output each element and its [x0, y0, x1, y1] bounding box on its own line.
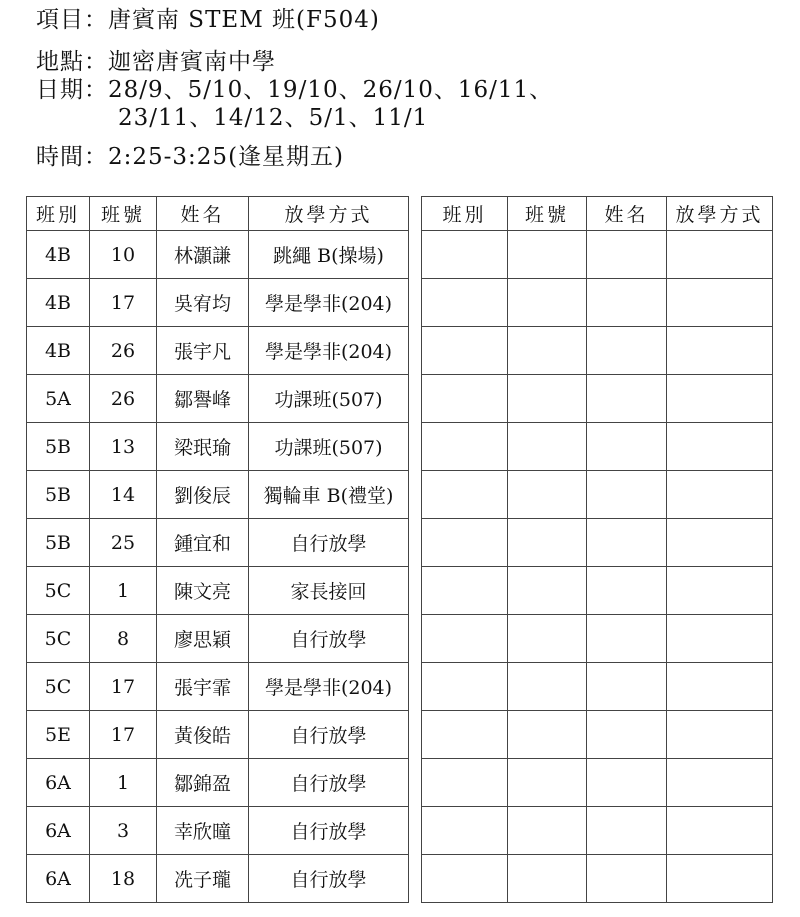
blank-cell [422, 471, 508, 519]
blank-table-row [422, 327, 773, 375]
blank-table-row [422, 375, 773, 423]
class-cell: 4B [27, 231, 90, 279]
blank-cell [508, 567, 587, 615]
blank-cell [422, 615, 508, 663]
header-class: 班別 [27, 197, 90, 231]
blank-table-row [422, 615, 773, 663]
blank-cell [587, 471, 667, 519]
location-line [36, 48, 276, 76]
table-header-row [422, 197, 773, 231]
blank-table-row [422, 471, 773, 519]
blank-cell [587, 855, 667, 903]
method-cell: 獨輪車 B(禮堂) [249, 471, 409, 519]
name-cell: 吳宥均 [157, 279, 249, 327]
method-cell: 功課班(507) [249, 375, 409, 423]
location-label: 地點 [36, 49, 84, 75]
name-cell: 張宇凡 [157, 327, 249, 375]
number-cell: 13 [90, 423, 157, 471]
blank-cell [422, 423, 508, 471]
name-cell: 鄒錦盈 [157, 759, 249, 807]
location-value: 迦密唐賓南中學 [108, 49, 276, 75]
blank-cell [587, 519, 667, 567]
class-cell: 6A [27, 759, 90, 807]
blank-cell [422, 759, 508, 807]
blank-cell [667, 231, 773, 279]
blank-cell [508, 231, 587, 279]
class-cell: 5C [27, 615, 90, 663]
name-cell: 陳文亮 [157, 567, 249, 615]
blank-cell [667, 471, 773, 519]
blank-cell [587, 423, 667, 471]
table-row [27, 279, 409, 327]
blank-student-table [421, 196, 773, 903]
class-cell: 5A [27, 375, 90, 423]
number-cell: 8 [90, 615, 157, 663]
blank-cell [667, 519, 773, 567]
number-cell: 3 [90, 807, 157, 855]
table-row [27, 423, 409, 471]
blank-cell [587, 615, 667, 663]
blank-cell [587, 807, 667, 855]
blank-cell [508, 375, 587, 423]
class-cell: 4B [27, 279, 90, 327]
blank-cell [587, 663, 667, 711]
project-label: 項目 [36, 7, 84, 33]
name-cell: 鍾宜和 [157, 519, 249, 567]
blank-table-row [422, 567, 773, 615]
name-cell: 廖思穎 [157, 615, 249, 663]
blank-cell [422, 855, 508, 903]
blank-cell [587, 711, 667, 759]
header-number: 班號 [508, 197, 587, 231]
header-name: 姓名 [587, 197, 667, 231]
name-cell: 劉俊辰 [157, 471, 249, 519]
table-row [27, 231, 409, 279]
blank-cell [667, 711, 773, 759]
project-value: 唐賓南 STEM 班(F504) [108, 7, 380, 33]
dates-line [36, 76, 553, 104]
blank-cell [422, 711, 508, 759]
blank-cell [667, 279, 773, 327]
class-cell: 5C [27, 663, 90, 711]
header-class: 班別 [422, 197, 508, 231]
table-row [27, 375, 409, 423]
blank-cell [422, 519, 508, 567]
method-cell: 家長接回 [249, 567, 409, 615]
method-cell: 自行放學 [249, 855, 409, 903]
class-cell: 5E [27, 711, 90, 759]
time-value: 2:25-3:25(逢星期五) [108, 144, 345, 170]
number-cell: 10 [90, 231, 157, 279]
method-cell: 學是學非(204) [249, 663, 409, 711]
number-cell: 25 [90, 519, 157, 567]
method-cell: 功課班(507) [249, 423, 409, 471]
method-cell: 自行放學 [249, 711, 409, 759]
blank-cell [587, 759, 667, 807]
blank-cell [422, 807, 508, 855]
blank-cell [667, 327, 773, 375]
name-cell: 幸欣曈 [157, 807, 249, 855]
blank-cell [587, 375, 667, 423]
blank-cell [508, 807, 587, 855]
header-dismissal-method: 放學方式 [249, 197, 409, 231]
table-row [27, 567, 409, 615]
name-cell: 梁珉瑜 [157, 423, 249, 471]
blank-table-row [422, 711, 773, 759]
blank-table-row [422, 663, 773, 711]
blank-cell [422, 663, 508, 711]
blank-cell [667, 375, 773, 423]
name-cell: 鄒譽峰 [157, 375, 249, 423]
method-cell: 自行放學 [249, 519, 409, 567]
blank-table-row [422, 759, 773, 807]
blank-cell [422, 279, 508, 327]
dates-colon: ： [84, 77, 108, 103]
number-cell: 18 [90, 855, 157, 903]
time-colon: ： [84, 144, 108, 170]
blank-cell [422, 327, 508, 375]
class-cell: 6A [27, 807, 90, 855]
blank-cell [587, 327, 667, 375]
class-cell: 4B [27, 327, 90, 375]
class-cell: 5B [27, 471, 90, 519]
name-cell: 張宇霏 [157, 663, 249, 711]
number-cell: 1 [90, 567, 157, 615]
method-cell: 學是學非(204) [249, 279, 409, 327]
blank-cell [508, 519, 587, 567]
method-cell: 自行放學 [249, 759, 409, 807]
blank-cell [587, 231, 667, 279]
name-cell: 冼子瓏 [157, 855, 249, 903]
table-row [27, 711, 409, 759]
method-cell: 自行放學 [249, 615, 409, 663]
table-row [27, 471, 409, 519]
blank-cell [422, 231, 508, 279]
table-row [27, 663, 409, 711]
header-name: 姓名 [157, 197, 249, 231]
name-cell: 黃俊皓 [157, 711, 249, 759]
table-header-row [27, 197, 409, 231]
class-cell: 6A [27, 855, 90, 903]
blank-cell [508, 711, 587, 759]
blank-cell [667, 807, 773, 855]
blank-cell [508, 327, 587, 375]
header-dismissal-method: 放學方式 [667, 197, 773, 231]
blank-table-row [422, 231, 773, 279]
blank-table-row [422, 423, 773, 471]
class-cell: 5B [27, 519, 90, 567]
method-cell: 自行放學 [249, 807, 409, 855]
blank-cell [422, 567, 508, 615]
number-cell: 17 [90, 711, 157, 759]
class-cell: 5B [27, 423, 90, 471]
blank-table-row [422, 519, 773, 567]
table-row [27, 855, 409, 903]
blank-table-row [422, 855, 773, 903]
blank-cell [422, 375, 508, 423]
table-row [27, 519, 409, 567]
number-cell: 1 [90, 759, 157, 807]
blank-table-row [422, 807, 773, 855]
blank-cell [508, 855, 587, 903]
blank-cell [587, 279, 667, 327]
blank-cell [667, 615, 773, 663]
blank-cell [508, 615, 587, 663]
name-cell: 林灝謙 [157, 231, 249, 279]
blank-cell [508, 663, 587, 711]
time-label: 時間 [36, 144, 84, 170]
number-cell: 17 [90, 279, 157, 327]
blank-cell [508, 279, 587, 327]
table-row [27, 759, 409, 807]
blank-cell [667, 759, 773, 807]
blank-table-row [422, 279, 773, 327]
blank-cell [667, 567, 773, 615]
blank-cell [508, 759, 587, 807]
method-cell: 跳繩 B(操場) [249, 231, 409, 279]
number-cell: 26 [90, 375, 157, 423]
student-table [26, 196, 409, 903]
dates-value-line2: 23/11、14/12、5/1、11/1 [118, 105, 429, 131]
number-cell: 14 [90, 471, 157, 519]
blank-cell [508, 423, 587, 471]
blank-cell [667, 663, 773, 711]
table-row [27, 327, 409, 375]
number-cell: 26 [90, 327, 157, 375]
dates-value-line1: 28/9、5/10、19/10、26/10、16/11、 [108, 77, 554, 103]
dates-line-2 [118, 104, 428, 132]
table-row [27, 807, 409, 855]
blank-cell [587, 567, 667, 615]
project-line [36, 6, 380, 34]
blank-cell [667, 423, 773, 471]
table-row [27, 615, 409, 663]
dates-label: 日期 [36, 77, 84, 103]
header-number: 班號 [90, 197, 157, 231]
blank-cell [667, 855, 773, 903]
project-colon: ： [84, 7, 108, 33]
class-cell: 5C [27, 567, 90, 615]
method-cell: 學是學非(204) [249, 327, 409, 375]
location-colon: ： [84, 49, 108, 75]
number-cell: 17 [90, 663, 157, 711]
time-line [36, 143, 344, 171]
blank-cell [508, 471, 587, 519]
